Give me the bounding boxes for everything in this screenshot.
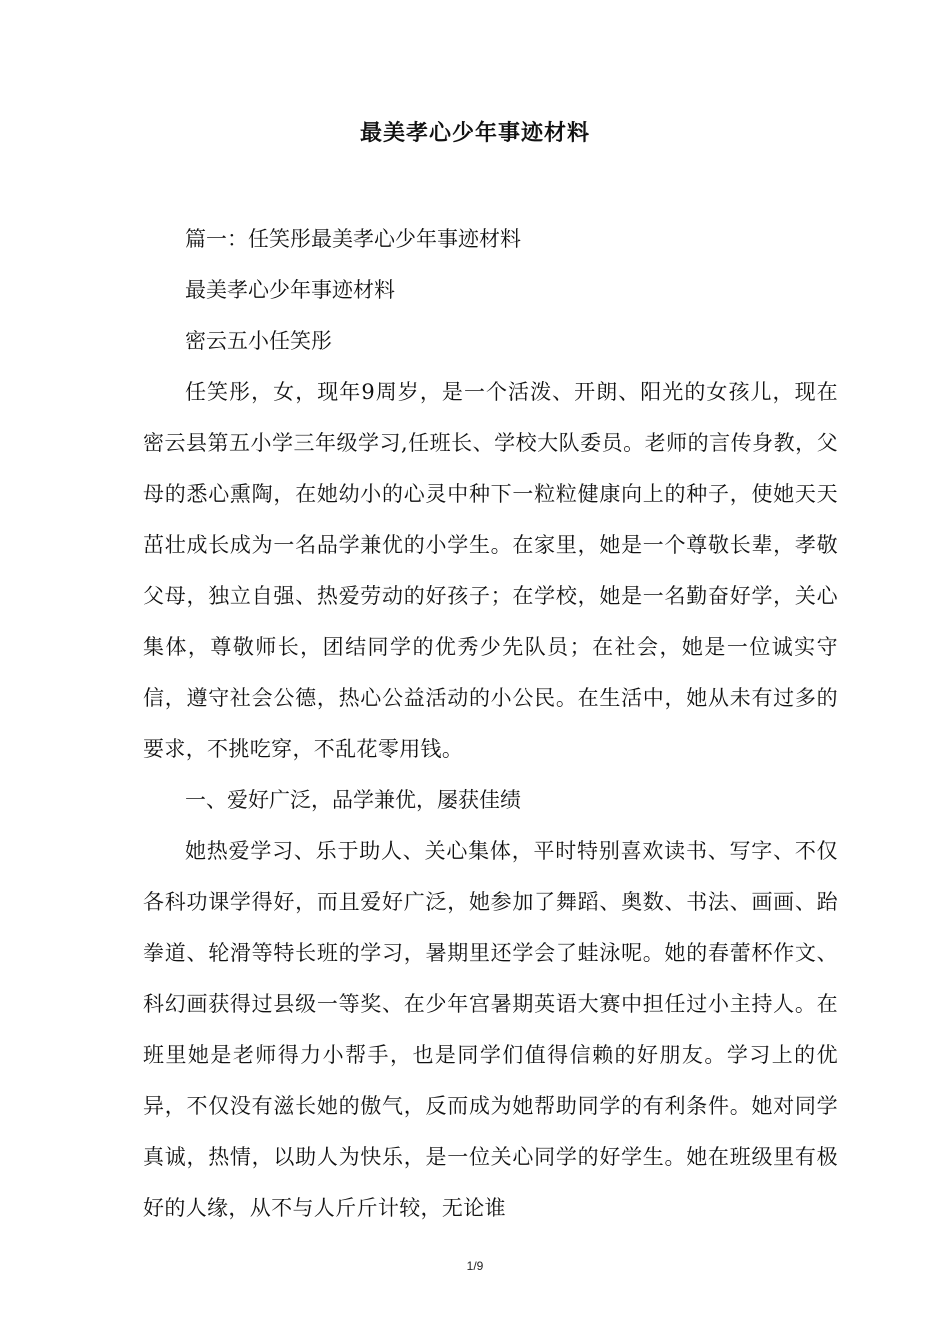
body-paragraph: 任笑彤，女，现年9周岁，是一个活泼、开朗、阳光的女孩儿，现在密云县第五小学三年级学习,任班长、学校大队委员。老师的言传身教，父母的悉心熏陶，在她幼小的心灵中种下一粒粒健康向上的种子，使她天天茁壮成长成为一名品学兼优的小学生。在家里，她是一个尊敬长辈，孝敬父母，独立自强、热爱劳动的好孩子；在学校，她是一名勤奋好学，关心集体，尊敬师长，团结同学的优秀少先队员；在社会，她是一位诚实守信，遵守社会公德，热心公益活动的小公民。在生活中，她从未有过多的要求，不挑吃穿，不乱花零用钱。 xyxy=(143,380,838,761)
body-paragraph: 她热爱学习、乐于助人、关心集体，平时特别喜欢读书、写字、不仅各科功课学得好，而且爱好广泛，她参加了舞蹈、奥数、书法、画画、跆拳道、轮滑等特长班的学习，暑期里还学会了蛙泳呢。她的春蕾杯作文、科幻画获得过县级一等奖、在少年宫暑期英语大赛中担任过小主持人。在班里她是老师得力小帮手，也是同学们值得信赖的好朋友。学习上的优异，不仅没有滋长她的傲气，反而成为她帮助同学的有利条件。她对同学真诚，热情，以助人为快乐，是一位关心同学的好学生。她在班级里有极好的人缘，从不与人斤斤计较，无论谁 xyxy=(143,839,838,1220)
author-line: 密云五小任笑彤 xyxy=(185,329,332,353)
subtitle: 最美孝心少年事迹材料 xyxy=(185,278,395,302)
page-number: 1/9 xyxy=(466,1259,484,1273)
section-heading: 篇一：任笑彤最美孝心少年事迹材料 xyxy=(185,227,521,251)
document-body xyxy=(143,214,838,1234)
document-title: 最美孝心少年事迹材料 xyxy=(359,120,590,146)
section-heading: 一、爱好广泛，品学兼优，屡获佳绩 xyxy=(185,788,521,812)
